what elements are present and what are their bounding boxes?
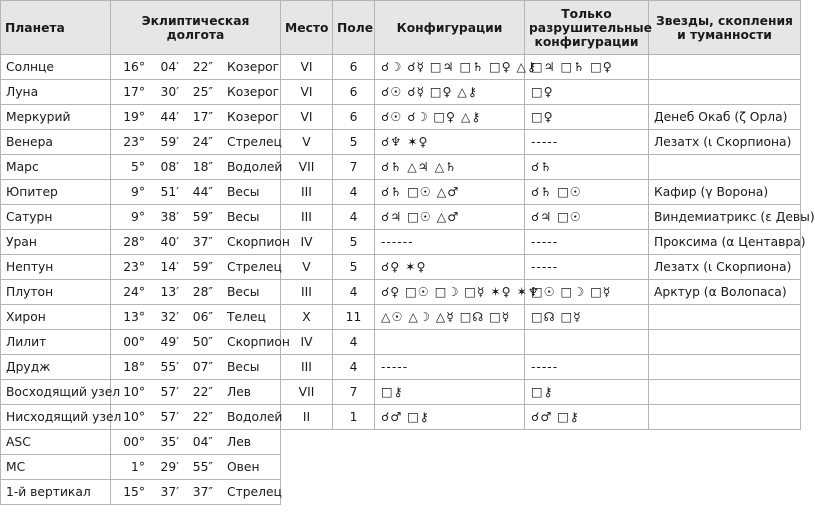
minutes: 40′ <box>160 235 179 249</box>
planet-name: Плутон <box>1 280 111 305</box>
seconds: 17″ <box>192 110 213 124</box>
longitude-cell <box>111 230 290 255</box>
planet-name: Друдж <box>1 355 111 380</box>
longitude-cell <box>111 305 281 330</box>
minutes: 13′ <box>160 285 179 299</box>
minutes: 44′ <box>160 110 179 124</box>
header-destructive: Только разрушительные конфигурации <box>525 1 649 55</box>
destructive-configurations-cell: ☌♃ □☉ <box>525 205 649 230</box>
degrees: 24° <box>123 285 145 299</box>
table-row <box>1 80 801 105</box>
table-row <box>1 280 801 305</box>
minutes: 32′ <box>160 310 179 324</box>
table-row <box>1 155 801 180</box>
longitude-cell <box>111 355 281 380</box>
longitude-cell <box>111 280 281 305</box>
zodiac-sign: Козерог <box>227 60 280 74</box>
minutes: 14′ <box>160 260 179 274</box>
destructive-configurations-cell: ☌♂ □⚷ <box>525 405 649 430</box>
zodiac-sign: Скорпион <box>227 335 290 349</box>
longitude-cell <box>111 55 281 80</box>
planet-name: Восходящий узел <box>1 380 111 405</box>
stars-cell: Лезатх (ι Скорпиона) <box>649 130 801 155</box>
zodiac-sign: Скорпион <box>227 235 290 249</box>
place-cell: VII <box>281 155 333 180</box>
header-configs: Конфигурации <box>375 1 525 55</box>
house-cell: 4 <box>333 280 375 305</box>
stars-cell <box>649 355 801 380</box>
configurations-cell: ☌☉ ☌☿ □♀ △⚷ <box>375 80 525 105</box>
degrees: 9° <box>131 210 145 224</box>
zodiac-sign: Овен <box>227 460 260 474</box>
longitude-cell <box>111 480 281 505</box>
minutes: 37′ <box>160 485 179 499</box>
table-row <box>1 305 801 330</box>
destructive-configurations-cell: ☌♄ □☉ <box>525 180 649 205</box>
zodiac-sign: Козерог <box>227 85 280 99</box>
zodiac-sign: Стрелец <box>227 135 282 149</box>
planet-name: Луна <box>1 80 111 105</box>
configurations-cell: ☌☉ ☌☽ □♀ △⚷ <box>375 105 525 130</box>
header-house: Поле <box>333 1 375 55</box>
house-cell: 4 <box>333 205 375 230</box>
planet-name: Хирон <box>1 305 111 330</box>
degrees: 00° <box>123 435 145 449</box>
minutes: 30′ <box>160 85 179 99</box>
destructive-configurations-cell: ----- <box>525 255 649 280</box>
house-cell: 4 <box>333 180 375 205</box>
place-cell: VI <box>281 55 333 80</box>
configurations-cell <box>375 330 525 355</box>
seconds: 55″ <box>192 460 213 474</box>
zodiac-sign: Весы <box>227 185 260 199</box>
planet-name: Марс <box>1 155 111 180</box>
degrees: 00° <box>123 335 145 349</box>
longitude-cell <box>111 130 281 155</box>
place-cell: V <box>281 130 333 155</box>
planet-name: Венера <box>1 130 111 155</box>
place-cell: X <box>281 305 333 330</box>
table-row <box>1 55 801 80</box>
zodiac-sign: Водолей <box>227 160 283 174</box>
planet-name: Юпитер <box>1 180 111 205</box>
destructive-configurations-cell: ----- <box>525 130 649 155</box>
minutes: 57′ <box>160 385 179 399</box>
degrees: 5° <box>131 160 145 174</box>
planet-name: MC <box>1 455 111 480</box>
table-row <box>1 105 801 130</box>
longitude-cell <box>111 380 281 405</box>
longitude-cell <box>111 330 290 355</box>
destructive-configurations-cell <box>525 330 649 355</box>
zodiac-sign: Водолей <box>227 410 283 424</box>
stars-cell <box>649 380 801 405</box>
longitude-cell <box>111 455 281 480</box>
planet-name: Меркурий <box>1 105 111 130</box>
planet-name: Нисходящий узел <box>1 405 111 430</box>
table-row <box>1 455 801 480</box>
degrees: 15° <box>123 485 145 499</box>
degrees: 18° <box>123 360 145 374</box>
table-row <box>1 180 801 205</box>
seconds: 04″ <box>192 435 213 449</box>
house-cell: 4 <box>333 330 375 355</box>
place-cell: IV <box>281 330 333 355</box>
degrees: 1° <box>131 460 145 474</box>
longitude-cell <box>111 105 281 130</box>
seconds: 25″ <box>192 85 213 99</box>
planet-name: Солнце <box>1 55 111 80</box>
table-row <box>1 330 801 355</box>
seconds: 06″ <box>192 310 213 324</box>
table-row <box>1 130 801 155</box>
header-row <box>1 1 801 55</box>
degrees: 9° <box>131 185 145 199</box>
place-cell: III <box>281 280 333 305</box>
place-cell: II <box>281 405 333 430</box>
house-cell: 6 <box>333 55 375 80</box>
configurations-cell: ☌☽ ☌☿ □♃ □♄ □♀ △⚷ <box>375 55 525 80</box>
seconds: 22″ <box>192 410 213 424</box>
planet-name: Сатурн <box>1 205 111 230</box>
stars-cell: Проксима (α Центавра) <box>649 230 801 255</box>
house-cell: 5 <box>333 255 375 280</box>
configurations-cell: △☉ △☽ △☿ □☊ □☿ <box>375 305 525 330</box>
table-row <box>1 230 801 255</box>
stars-cell: Денеб Окаб (ζ Орла) <box>649 105 801 130</box>
configurations-cell: ------ <box>375 230 525 255</box>
planet-name: Лилит <box>1 330 111 355</box>
configurations-cell: ☌♄ □☉ △♂ <box>375 180 525 205</box>
planet-name: Нептун <box>1 255 111 280</box>
minutes: 59′ <box>160 135 179 149</box>
header-longitude: Эклиптическая долгота <box>111 1 281 55</box>
house-cell: 1 <box>333 405 375 430</box>
zodiac-sign: Весы <box>227 285 260 299</box>
seconds: 37″ <box>192 235 213 249</box>
seconds: 18″ <box>192 160 213 174</box>
stars-cell: Кафир (γ Ворона) <box>649 180 801 205</box>
destructive-configurations-cell: ☌♄ <box>525 155 649 180</box>
stars-cell <box>649 80 801 105</box>
house-cell: 7 <box>333 155 375 180</box>
place-cell: VI <box>281 80 333 105</box>
stars-cell <box>649 55 801 80</box>
minutes: 08′ <box>160 160 179 174</box>
destructive-configurations-cell: □⚷ <box>525 380 649 405</box>
seconds: 24″ <box>192 135 213 149</box>
house-cell: 11 <box>333 305 375 330</box>
degrees: 23° <box>123 135 145 149</box>
longitude-cell <box>111 405 281 430</box>
place-cell: III <box>281 205 333 230</box>
degrees: 13° <box>123 310 145 324</box>
destructive-configurations-cell: ----- <box>525 355 649 380</box>
place-cell: III <box>281 180 333 205</box>
degrees: 23° <box>123 260 145 274</box>
destructive-configurations-cell: ----- <box>525 230 649 255</box>
table-row <box>1 355 801 380</box>
table-row <box>1 205 801 230</box>
zodiac-sign: Телец <box>227 310 266 324</box>
zodiac-sign: Козерог <box>227 110 280 124</box>
longitude-cell <box>111 205 281 230</box>
longitude-cell <box>111 255 281 280</box>
place-cell: IV <box>281 230 333 255</box>
longitude-cell <box>111 80 281 105</box>
seconds: 22″ <box>192 385 213 399</box>
seconds: 37″ <box>192 485 213 499</box>
stars-cell: Лезатх (ι Скорпиона) <box>649 255 801 280</box>
planet-name: ASC <box>1 430 111 455</box>
place-cell: VI <box>281 105 333 130</box>
house-cell: 7 <box>333 380 375 405</box>
configurations-cell: □⚷ <box>375 380 525 405</box>
place-cell: VII <box>281 380 333 405</box>
seconds: 44″ <box>192 185 213 199</box>
minutes: 35′ <box>160 435 179 449</box>
degrees: 10° <box>123 385 145 399</box>
minutes: 38′ <box>160 210 179 224</box>
zodiac-sign: Лев <box>227 435 252 449</box>
destructive-configurations-cell: □♀ <box>525 105 649 130</box>
seconds: 59″ <box>192 260 213 274</box>
planet-name: 1-й вертикал <box>1 480 111 505</box>
stars-cell: Арктур (α Волопаса) <box>649 280 801 305</box>
stars-cell <box>649 330 801 355</box>
destructive-configurations-cell: □♀ <box>525 80 649 105</box>
header-stars: Звезды, скопления и туманности <box>649 1 801 55</box>
configurations-cell: ☌♂ □⚷ <box>375 405 525 430</box>
degrees: 28° <box>123 235 145 249</box>
degrees: 19° <box>123 110 145 124</box>
configurations-cell: ☌♀ ✶♀ <box>375 255 525 280</box>
table-row <box>1 255 801 280</box>
longitude-cell <box>111 430 281 455</box>
seconds: 22″ <box>192 60 213 74</box>
zodiac-sign: Весы <box>227 210 260 224</box>
seconds: 50″ <box>192 335 213 349</box>
degrees: 17° <box>123 85 145 99</box>
house-cell: 4 <box>333 355 375 380</box>
zodiac-sign: Стрелец <box>227 260 282 274</box>
house-cell: 6 <box>333 105 375 130</box>
place-cell: V <box>281 255 333 280</box>
longitude-cell <box>111 155 281 180</box>
minutes: 51′ <box>160 185 179 199</box>
zodiac-sign: Весы <box>227 360 260 374</box>
configurations-cell: ☌♆ ✶♀ <box>375 130 525 155</box>
empty-area <box>281 480 801 505</box>
stars-cell <box>649 305 801 330</box>
planet-name: Уран <box>1 230 111 255</box>
seconds: 07″ <box>192 360 213 374</box>
destructive-configurations-cell: □♃ □♄ □♀ <box>525 55 649 80</box>
house-cell: 5 <box>333 230 375 255</box>
stars-cell <box>649 155 801 180</box>
minutes: 04′ <box>160 60 179 74</box>
degrees: 16° <box>123 60 145 74</box>
table-row <box>1 430 801 455</box>
seconds: 28″ <box>192 285 213 299</box>
house-cell: 6 <box>333 80 375 105</box>
destructive-configurations-cell: □☉ □☽ □☿ <box>525 280 649 305</box>
header-place: Место <box>281 1 333 55</box>
minutes: 55′ <box>160 360 179 374</box>
stars-cell <box>649 405 801 430</box>
zodiac-sign: Стрелец <box>227 485 282 499</box>
configurations-cell: ----- <box>375 355 525 380</box>
configurations-cell: ☌♄ △♃ △♄ <box>375 155 525 180</box>
destructive-configurations-cell: □☊ □☿ <box>525 305 649 330</box>
minutes: 57′ <box>160 410 179 424</box>
longitude-cell <box>111 180 281 205</box>
minutes: 29′ <box>160 460 179 474</box>
empty-area <box>281 430 801 455</box>
header-planet: Планета <box>1 1 111 55</box>
degrees: 10° <box>123 410 145 424</box>
configurations-cell: ☌♀ □☉ □☽ □☿ ✶♀ ✶♆ <box>375 280 525 305</box>
zodiac-sign: Лев <box>227 385 252 399</box>
stars-cell: Виндемиатрикс (ε Девы) <box>649 205 801 230</box>
seconds: 59″ <box>192 210 213 224</box>
configurations-cell: ☌♃ □☉ △♂ <box>375 205 525 230</box>
table-row <box>1 480 801 505</box>
house-cell: 5 <box>333 130 375 155</box>
empty-area <box>281 455 801 480</box>
place-cell: III <box>281 355 333 380</box>
table-row <box>1 405 801 430</box>
minutes: 49′ <box>160 335 179 349</box>
table-row <box>1 380 801 405</box>
